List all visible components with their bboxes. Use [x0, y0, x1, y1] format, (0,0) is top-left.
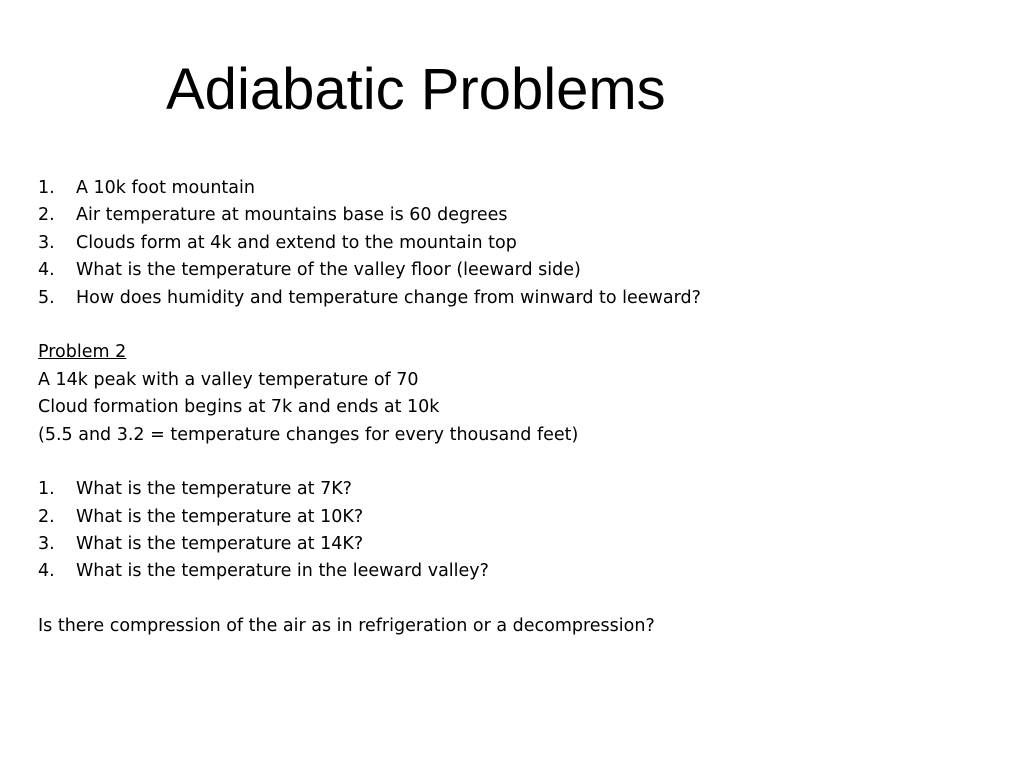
problem-2-line: (5.5 and 3.2 = temperature changes for every thousand feet) — [38, 424, 579, 445]
closing-question: Is there compression of the air as in refrigeration or a decompression? — [38, 616, 655, 637]
list-item-text: What is the temperature in the leeward valley? — [76, 561, 489, 582]
problem-1-list — [38, 175, 998, 312]
slide-title: Adiabatic Problems — [166, 57, 666, 122]
list-number: 3. — [38, 232, 55, 253]
list-item-text: Clouds form at 4k and extend to the mountain top — [76, 232, 517, 253]
problem-2-heading: Problem 2 — [38, 342, 127, 363]
list-number: 5. — [38, 287, 55, 308]
list-item — [38, 504, 998, 531]
list-item — [38, 531, 998, 558]
list-item-text: What is the temperature at 10K? — [76, 506, 364, 527]
list-item — [38, 175, 998, 202]
list-number: 4. — [38, 561, 55, 582]
list-number: 1. — [38, 479, 55, 500]
problem-2-line: A 14k peak with a valley temperature of 70 — [38, 369, 419, 390]
list-item-text: What is the temperature of the valley floor (leeward side) — [76, 260, 581, 281]
spacer — [38, 449, 998, 476]
list-item — [38, 202, 998, 229]
list-number: 3. — [38, 534, 55, 555]
list-item — [38, 476, 998, 503]
list-item-text: A 10k foot mountain — [76, 178, 255, 198]
list-item-text: Air temperature at mountains base is 60 degrees — [76, 205, 508, 226]
problem-2-line: Cloud formation begins at 7k and ends at 10k — [38, 397, 440, 418]
list-item-text: How does humidity and temperature change from winward to leeward? — [76, 287, 701, 308]
list-item — [38, 285, 998, 312]
list-item — [38, 230, 998, 257]
list-item — [38, 558, 998, 585]
problem-2-list — [38, 476, 998, 586]
list-number: 2. — [38, 205, 55, 226]
list-item-text: What is the temperature at 14K? — [76, 534, 364, 555]
list-item — [38, 257, 998, 284]
list-number: 4. — [38, 260, 55, 281]
list-item-text: What is the temperature at 7K? — [76, 479, 352, 500]
spacer — [38, 586, 998, 613]
list-number: 1. — [38, 178, 55, 198]
spacer — [38, 312, 998, 339]
list-number: 2. — [38, 506, 55, 527]
slide-body — [38, 175, 998, 641]
